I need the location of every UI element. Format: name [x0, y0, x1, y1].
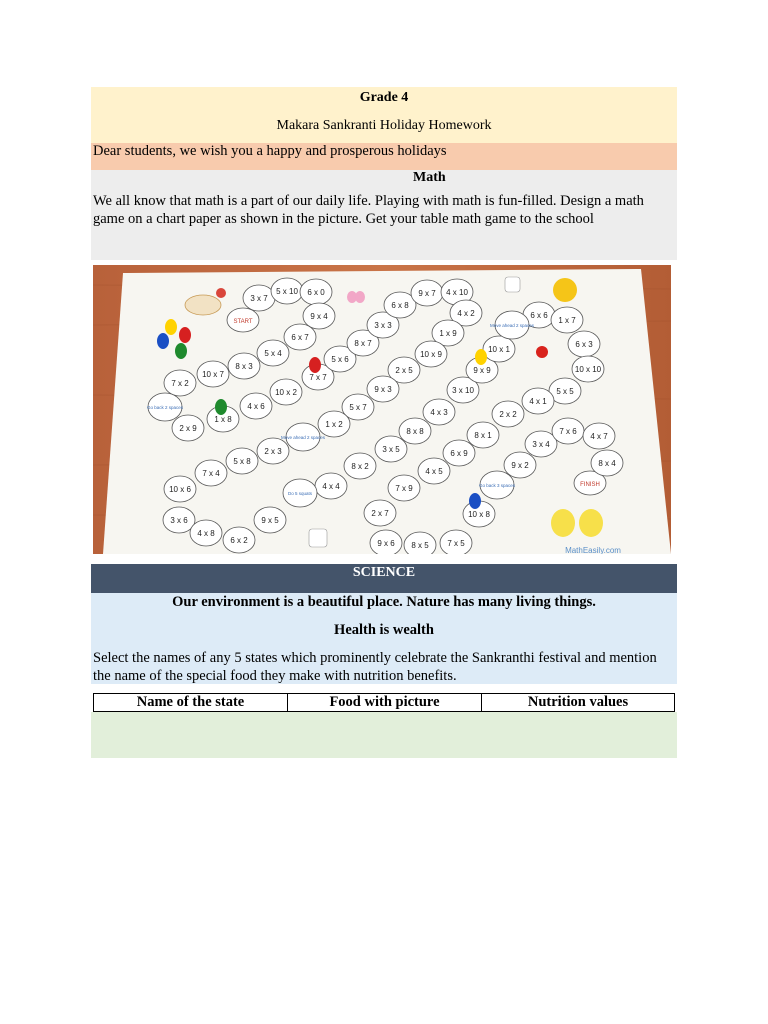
- board-cell-label: 9 x 5: [261, 516, 279, 525]
- science-heading: SCIENCE: [91, 564, 677, 593]
- board-cell-label: 9 x 4: [310, 312, 328, 321]
- grade-title: Grade 4: [359, 90, 409, 105]
- board-cell-label: 3 x 10: [452, 386, 474, 395]
- board-cell-label: 4 x 1: [529, 397, 547, 406]
- table-body-area: [91, 712, 677, 758]
- board-note-label: Go back 3 spaces: [478, 483, 516, 488]
- watermark: MathEasily.com: [565, 546, 621, 554]
- math-instructions: We all know that math is a part of our daily life. Playing with math is fun-filled. Design a math game on a chart paper as shown in the picture. Get your table math game to the school: [93, 193, 644, 227]
- board-cell-label: 6 x 9: [450, 449, 468, 458]
- board-cell-label: 10 x 2: [275, 388, 297, 397]
- board-cell-label: 9 x 6: [377, 539, 395, 548]
- board-cell-label: 10 x 9: [420, 350, 442, 359]
- board-cell-label: 1 x 2: [325, 420, 343, 429]
- board-cell-label: 7 x 7: [309, 373, 327, 382]
- board-cell-label: 3 x 4: [532, 440, 550, 449]
- science-line-1: Our environment is a beautiful place. Nature has many living things.: [172, 594, 596, 610]
- board-cell-label: 6 x 6: [530, 311, 548, 320]
- start-label: START: [233, 319, 253, 325]
- board-cell-label: 9 x 9: [473, 366, 491, 375]
- board-cell-label: 10 x 7: [202, 370, 224, 379]
- game-board-image: [93, 265, 671, 554]
- board-cell-label: 4 x 2: [457, 309, 475, 318]
- game-piece-icon: [175, 343, 187, 359]
- board-cell-label: 8 x 2: [351, 462, 369, 471]
- board-cell-label: 8 x 3: [235, 362, 253, 371]
- game-piece-icon: [179, 327, 191, 343]
- board-note-label: Do 5 squats: [287, 491, 313, 496]
- game-piece-icon: [469, 493, 481, 509]
- game-piece-icon: [215, 399, 227, 415]
- game-piece-icon: [475, 349, 487, 365]
- board-cell-label: 9 x 3: [374, 385, 392, 394]
- greeting-band: Dear students, we wish you a happy and prosperous holidays: [91, 143, 677, 170]
- board-cell-label: 6 x 3: [575, 340, 593, 349]
- header-state: Name of the state: [94, 694, 288, 711]
- board-cell-label: 7 x 2: [171, 379, 189, 388]
- board-cell-label: 5 x 6: [331, 355, 349, 364]
- board-note-label: Move ahead 2 spaces: [280, 435, 326, 440]
- board-cell-label: 8 x 5: [411, 541, 429, 550]
- board-cell-label: 4 x 5: [425, 467, 443, 476]
- math-heading: Math: [413, 170, 446, 185]
- board-cell-label: 4 x 7: [590, 432, 608, 441]
- board-cell-label: 5 x 5: [556, 387, 574, 396]
- board-cell-label: 5 x 8: [233, 457, 251, 466]
- sun-icon: [553, 278, 577, 302]
- finish-label: FINISH: [580, 482, 600, 488]
- table-header-row: [93, 693, 675, 712]
- game-piece-icon: [309, 357, 321, 373]
- board-cell-label: 7 x 9: [395, 484, 413, 493]
- board-cell-label: 4 x 4: [322, 482, 340, 491]
- header-band: [91, 87, 677, 143]
- board-cell-label: 4 x 6: [247, 402, 265, 411]
- board-cell-label: 3 x 7: [250, 294, 268, 303]
- board-cell-label: 3 x 3: [374, 321, 392, 330]
- science-line-2: Health is wealth: [334, 622, 434, 638]
- board-note-label: Go back 2 spaces: [146, 405, 184, 410]
- board-cell-label: 2 x 5: [395, 366, 413, 375]
- game-piece-icon: [157, 333, 169, 349]
- board-cell-label: 8 x 1: [474, 431, 492, 440]
- board-cell-label: 6 x 7: [291, 333, 309, 342]
- board-cell-label: 4 x 8: [197, 529, 215, 538]
- board-cell-label: 6 x 2: [230, 536, 248, 545]
- board-cell-label: 10 x 8: [468, 510, 490, 519]
- math-section: [91, 170, 677, 260]
- board-cell-label: 2 x 3: [264, 447, 282, 456]
- board-cell-label: 10 x 1: [488, 345, 510, 354]
- board-cell-label: 10 x 10: [574, 365, 602, 374]
- board-cell-label: 5 x 7: [349, 403, 367, 412]
- board-cell-label: 8 x 7: [354, 339, 372, 348]
- board-cell-label: 1 x 7: [558, 316, 576, 325]
- board-cell-label: 10 x 6: [169, 485, 191, 494]
- board-cell-label: 3 x 6: [170, 516, 188, 525]
- ladybug-icon: [536, 346, 548, 358]
- board-cell-label: 2 x 7: [371, 509, 389, 518]
- board-note-label: Move ahead 2 spaces: [489, 323, 535, 328]
- board-cell-label: 7 x 6: [559, 427, 577, 436]
- homework-page: [91, 87, 677, 710]
- board-cell-label: 4 x 10: [446, 288, 468, 297]
- science-instructions: Select the names of any 5 states which prominently celebrate the Sankranthi festival and mention the name of the special food they make with nutrition benefits.: [93, 650, 657, 684]
- board-cell-label: 4 x 3: [430, 408, 448, 417]
- board-cell-label: 6 x 0: [307, 288, 325, 297]
- board-cell-label: 1 x 9: [439, 329, 457, 338]
- board-cell-label: 8 x 8: [406, 427, 424, 436]
- board-cell-label: 5 x 10: [276, 287, 298, 296]
- board-cell-label: 9 x 7: [418, 289, 436, 298]
- board-cell-label: 7 x 4: [202, 469, 220, 478]
- science-section: [91, 593, 677, 684]
- game-piece-icon: [165, 319, 177, 335]
- homework-title: Makara Sankranti Holiday Homework: [276, 118, 492, 133]
- board-cell-label: 7 x 5: [447, 539, 465, 548]
- header-nutrition: Nutrition values: [527, 694, 629, 710]
- board-cell-label: 3 x 5: [382, 445, 400, 454]
- board-cell-label: 2 x 9: [179, 424, 197, 433]
- header-food: Food with picture: [288, 694, 482, 711]
- board-cell-label: 1 x 8: [214, 415, 232, 424]
- board-cell-label: 5 x 4: [264, 349, 282, 358]
- board-cell-label: 2 x 2: [499, 410, 517, 419]
- board-cell-label: 6 x 8: [391, 301, 409, 310]
- board-cell-label: 8 x 4: [598, 459, 616, 468]
- board-cell-label: 9 x 2: [511, 461, 529, 470]
- math-game-board-photo: [93, 265, 671, 554]
